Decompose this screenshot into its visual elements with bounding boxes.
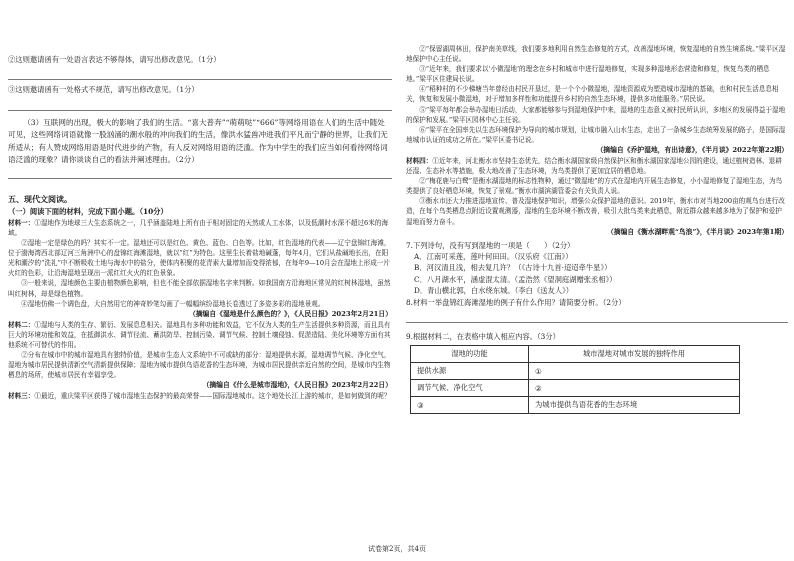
material-3-source: （摘编自《乔护湿地，有出诗意》，《半月谈》2022年第22期） — [596, 145, 788, 154]
question-7-option-c: C．八月湖水平，涵虚混太清。（孟浩然《望洞庭湖赠张丞相》） — [414, 274, 617, 284]
table-cell-answer[interactable]: ③ — [411, 397, 529, 414]
material-4-source: （摘编自《衡水湖畔观“鸟浪”》，《半月谈》2023年第1期） — [607, 227, 788, 236]
material-4-label: 材料四： — [406, 156, 433, 165]
material-1 — [8, 218, 392, 238]
material-3-para-4: ④“稻种村的不少梯塘当年曾经由村民开垦过，是一个个小微湿地，湿地资源成为塑造城市湿地的基础，也和村民生活息息相关，恢复和发展小微湿地，对于增加多样性和功能提升乡村的自然生态环境，提供多功能服务。”居民说。 — [406, 85, 779, 104]
question-9-table — [410, 345, 740, 414]
part-1-title: （一）阅读下面的材料，完成下面小题。（10分） — [8, 207, 168, 217]
material-2-para-2: ②分布在城市中的城市湿地具有独特价值，是城市生态人文系统中不可或缺的部分：湿地提供水源，湿地调节气候、净化空气，湿地为城市居民提供清新空气清新提供保障；湿地为城市提供鸟语花香的生态环境，为城市居民提供亲近自然的空间，是城市内生物栖息的场所，使城市居民有幸福享受。 — [8, 350, 391, 380]
material-3-para-3: ③“近年来，我们要求以‘小微湿地’的理念在乡村和城市中进行湿地修复，实现多种湿地形态营造和修复，恢复鸟类的栖息地。”梁平区住建局长说。 — [406, 65, 770, 84]
material-1-para-2: ②湿地一定是绿色的吗？其实不一定。湿地还可以是红色、黄色、蓝色、白色等。比如，红色湿地的代表——辽宁盘锦红海滩，位于渤海湾西北部辽河三角洲中心的盘锦红海滩湿地，就以“红”为特色。这里生长着盐地碱蓬，每年4月，它们从盐碱地长出，在阳光和潮汐的“洗礼”中不断吸收土地与海水中的盐分，使体内积聚的花青素大量增加而变得浓郁，在每年9—10月会在湿地上形成一片火红的色彩，让沿海湿地呈现出一派红红火火的红色景象。 — [8, 239, 391, 278]
table-cell: 提供水源 — [411, 363, 529, 380]
material-3-para-2: ②“保留湖周林田，保护南美草线，我们要多地利用自然生态修复的方式，改善湿地环境，恢复湿地的自然生境系统。”梁平区湿地保护中心主任说。 — [406, 45, 786, 64]
table-header-cell: 湿地的功能 — [411, 346, 529, 363]
material-3-para-1: ①最近，重庆梁平区获得了城市湿地生态保护的最高荣誉——国际湿地城市。这个地处长江上游的城市，是如何做到的呢？ — [34, 392, 391, 401]
question-2-sub-2: ②这则邀请函有一处语言表达不够得体，请写出修改意见。（1分） — [8, 55, 221, 64]
question-7-option-b: B．河汉清且浅，相去复几许？（《古诗十九首·迢迢牵牛星》） — [414, 263, 612, 273]
table-cell: 调节气候、净化空气 — [411, 380, 529, 397]
table-cell: 为城市提供鸟语花香的生态环境 — [529, 397, 740, 414]
question-7-option-a: A．江南可采莲，莲叶何田田。（汉乐府《江南》） — [414, 252, 573, 261]
answer-line — [8, 178, 392, 179]
material-4-para-3: ③衡水市还大力推进湿地宣传、普及湿地保护知识，增强公众保护湿地的意识。2019年，衡水市对当地200亩的观鸟台进行改造，在每个鸟类栖息点附近设置观测器，湿地的生态环境不断改善，吸引大批鸟类来此栖息，附近群众越来越多地为了保护和爱护湿地而努力奋斗。 — [406, 197, 785, 226]
page-footer: 试卷第2页，共4页 — [368, 545, 426, 553]
material-4-para-1: ①近年来，河北衡水市坚持生态优先，结合衡水湖国家级自然保护区和衡水湖国家湿地公园的建设，通过植树造林、退耕还湿、生态补水等措施，极大地改善了生态环境，为鸟类提供了更加宜居的栖息地。 — [406, 156, 782, 176]
material-3-para-5: ⑤“梁平每年都会举办湿地日活动，大家都能够参与到湿地保护中来，湿地的生态意义被村民所认识，多地区的发展得益于湿地的保护和发展。”梁平区园林中心主任说。 — [406, 105, 786, 124]
question-2-sub-3: ③这则邀请函有一处格式不规范，请写出修改意见。（1分） — [8, 85, 199, 95]
table-cell-answer[interactable]: ① — [529, 363, 740, 380]
question-8: 8.材料一举盘锦红海滩湿地的例子有什么作用？请简要分析。（2分） — [406, 297, 626, 307]
material-1-label: 材料一： — [8, 218, 35, 227]
question-7-option-d: D．青山横北郭，白水绕东城。（李白《送友人》） — [414, 286, 574, 296]
material-3 — [8, 391, 392, 401]
question-3: （3）互联网的出现，极大的影响了我们的生活。“喜大普奔”“萌萌哒”“666”等网络用语在人们的生活中随处可见，这些网络词语就像一股汹涌的潮水般的冲向我们的生活，像洪水猛兽冲进我们平凡而宁静的世界，让我们无所适从；有人赞成网络用语是时代进步的产物，有人反对网络用语的泛滥。作为中学生的我们应当如何看待网络词语泛滥的现象？请你谈谈自己的看法并阐述理由。（2分） — [8, 117, 388, 165]
material-2-label: 材料二： — [8, 320, 35, 329]
material-4-para-2: ②“梅花鹿与白鹭”是衡水湖湿地的标志性物种，通过“微湿地”的方式在湿地内开展生态修复，小小湿地修复了湿地生态，为鸟类提供了良好栖息环境，恢复了景观。”衡水市湖滨湖管委会有关负责人说。 — [406, 177, 783, 196]
section-5-title: 五、现代文阅读。 — [8, 194, 72, 205]
answer-line — [406, 322, 788, 323]
question-7: 7.下列诗句，没有写到湿地的一项是（ ）（2分） — [406, 240, 575, 250]
material-1-para-4: ④湿地仿佛一个调色盘，大自然用它的神奇妙笔勾画了一幅幅缤纷湿地长卷透过了多姿多彩的湿地景观。 — [21, 299, 325, 308]
material-4 — [406, 156, 788, 176]
table-header-cell: 城市湿地对城市发展的独特作用 — [529, 346, 740, 363]
material-2-source: （摘编自《什么是城市湿地》，《人民日报》2023年2月22日） — [202, 381, 392, 390]
material-1-para-3: ③一般来说，湿地颜色主要由植物颜色影响，但也不能全部依据湿地名字来判断。如我国南方沿海地区常见的红树林湿地，虽然叫红树林，却是绿色植物。 — [8, 279, 391, 298]
answer-line — [8, 110, 392, 111]
table-row — [411, 380, 740, 397]
answer-line — [8, 79, 392, 80]
right-column — [406, 0, 788, 540]
question-9: 9.根据材料二，在表格中填入相应内容。（3分） — [406, 332, 560, 342]
material-3-para-6: ⑥“梁平在全国率先以生态环境保护为导向的城市规划，让城市融入山水生态，走出了一条城乡生态统筹发展的路子，是国际湿地城市认证的成功之所在。”梁平区委书记说。 — [406, 125, 786, 144]
table-cell-answer[interactable]: ② — [529, 380, 740, 397]
table-row — [411, 363, 740, 380]
material-2 — [8, 320, 392, 350]
material-2-para-1: ①湿地与人类的生存、繁衍、发展息息相关。湿地具有多种功能和效益，它不仅为人类的生产生活提供多种资源，而且具有巨大的环境功能和效益，在抵御洪水、调节径流、蓄洪防旱、控制污染、调节气候、控制土壤侵蚀、促淤造陆、美化环境等方面有其他系统不可替代的作用。 — [8, 320, 391, 349]
material-3-label: 材料三： — [8, 392, 35, 401]
left-column — [8, 0, 392, 540]
table-header-row — [411, 346, 740, 363]
material-1-para-1: ①湿地作为地球三大生态系统之一，几乎涵盖陆地上所有由于相对固定的天然或人工水体，以及低潮时水深不超过6米的海域。 — [8, 218, 389, 237]
table-row — [411, 397, 740, 414]
material-1-source: （摘编自《湿地是什么颜色的？》，《人民日报》2023年2月21日） — [188, 309, 392, 318]
